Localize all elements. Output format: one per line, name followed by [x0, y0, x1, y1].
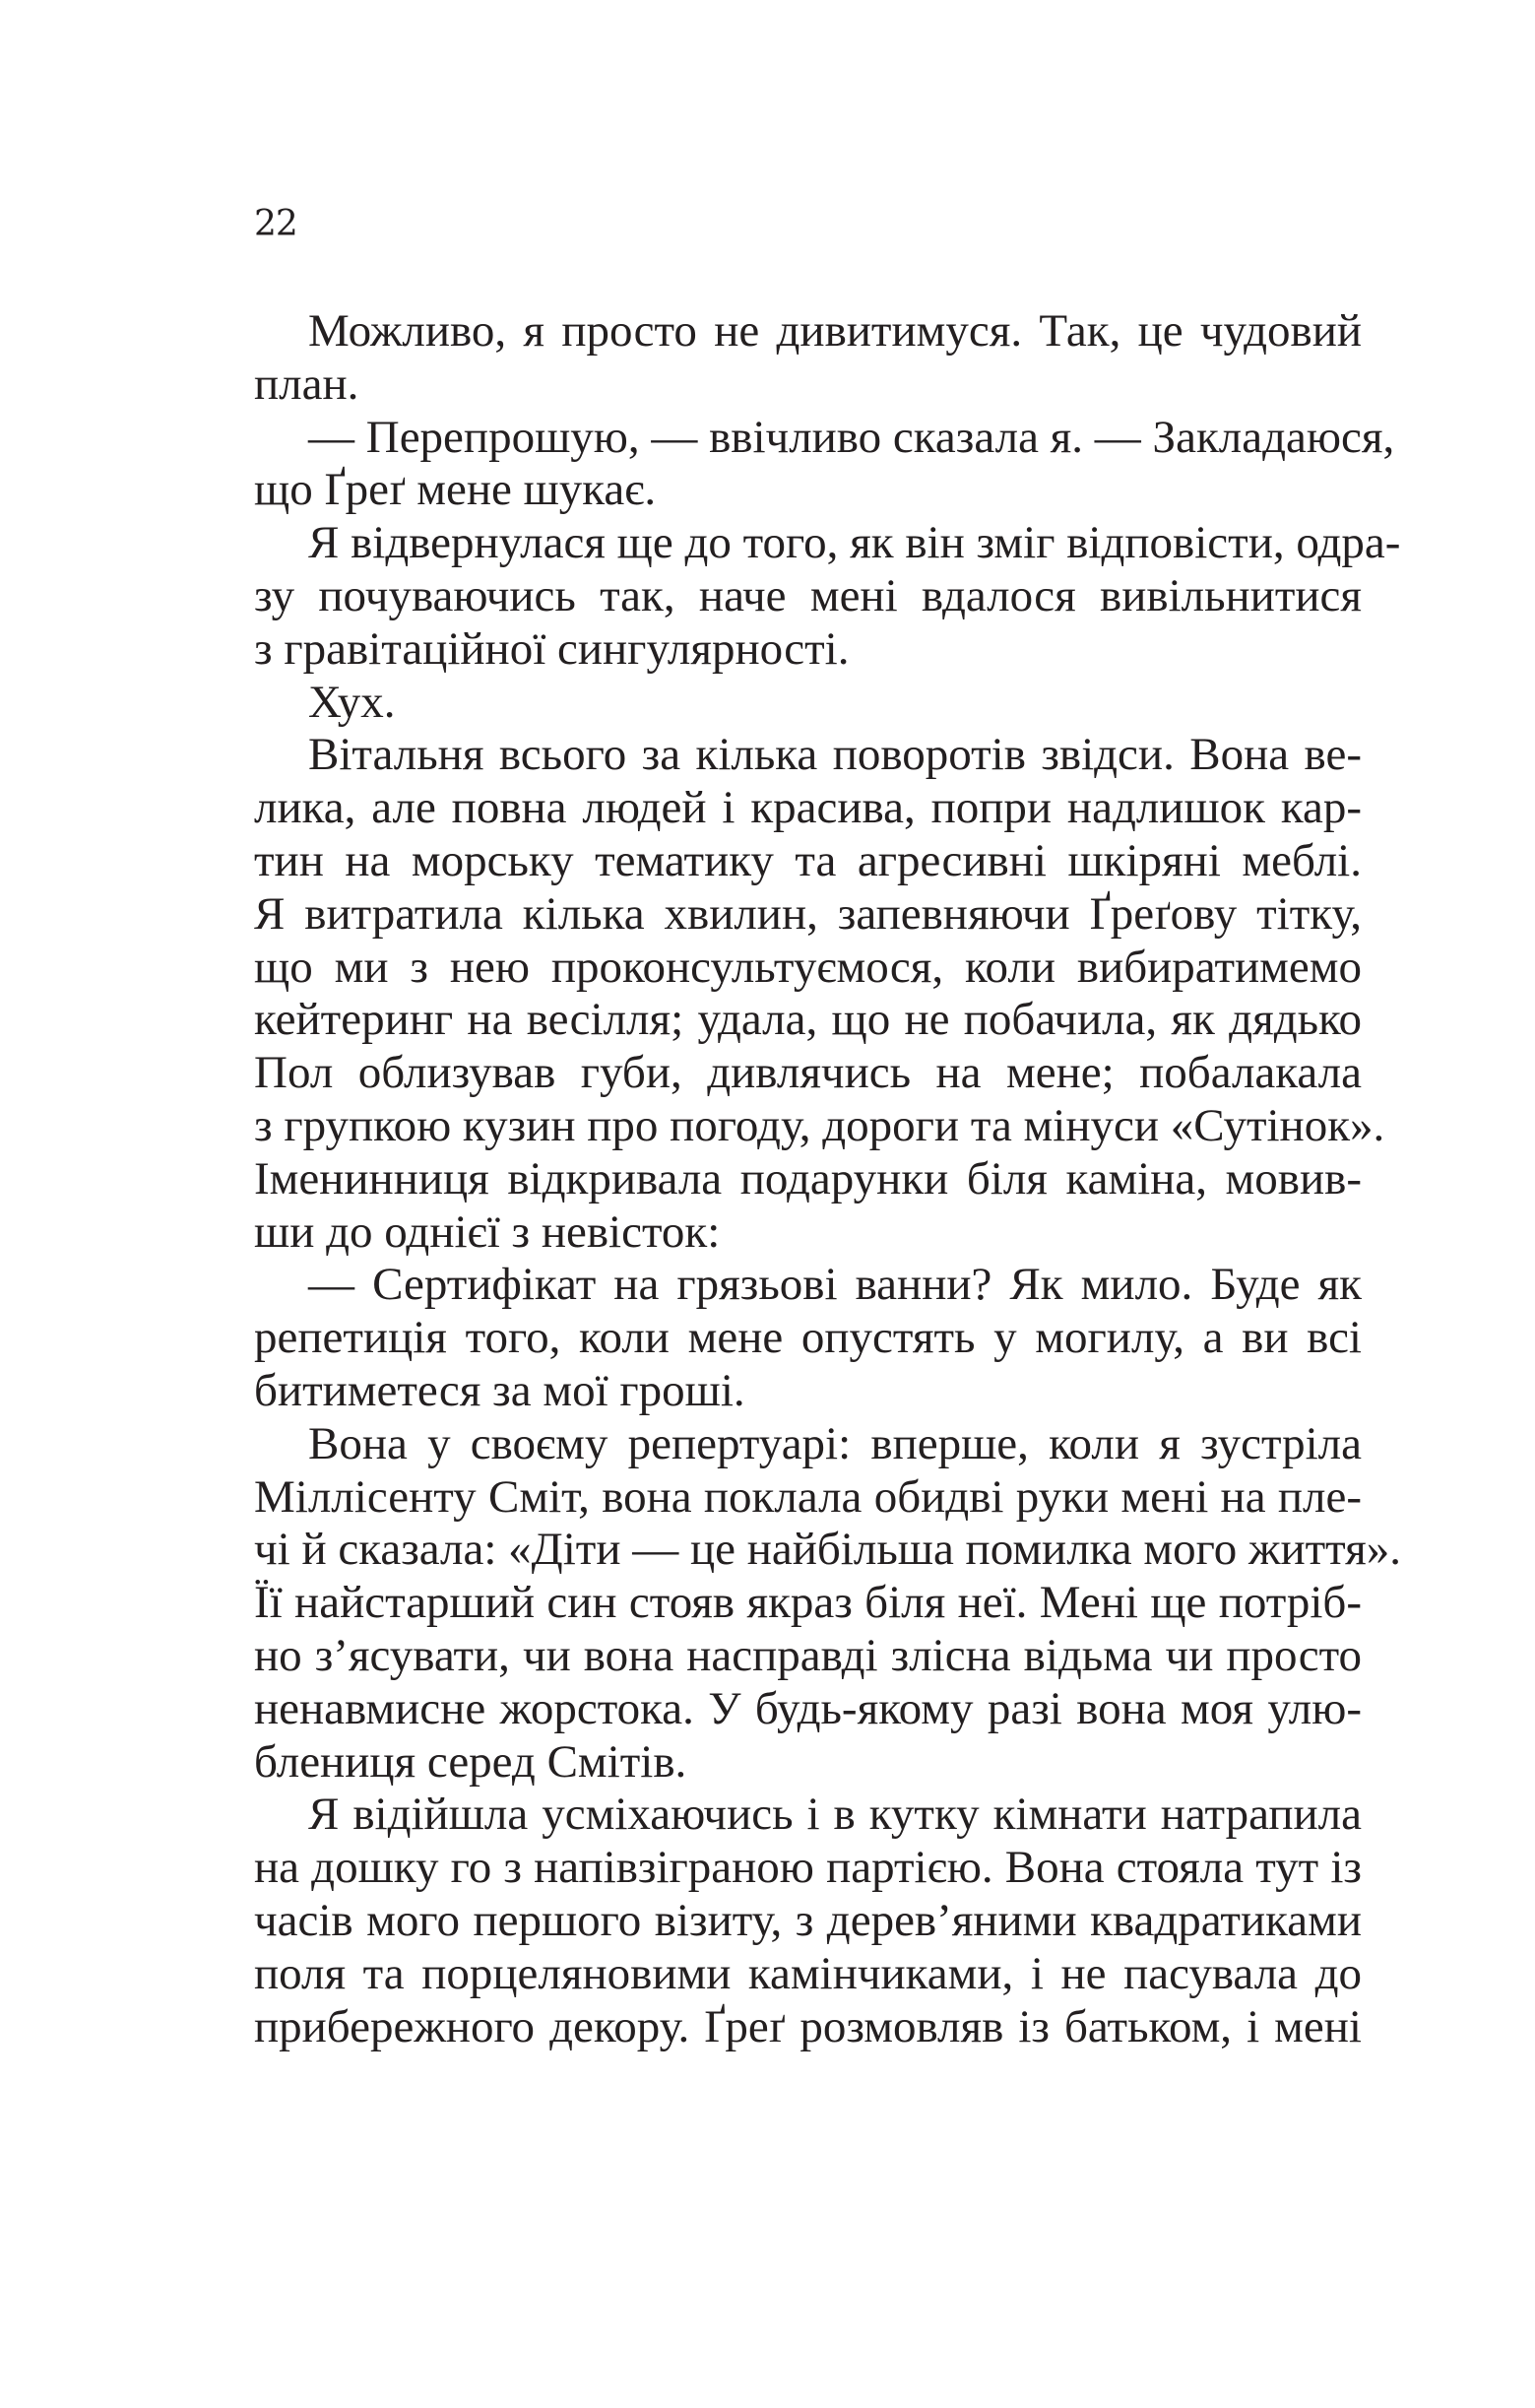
text-line: Вона у своєму репертуарі: вперше, коли я зустріла	[308, 1417, 1362, 1469]
text-line: кейтеринг на весілля; удала, що не побачила, як дядько	[254, 994, 1362, 1046]
text-line: з групкою кузин про погоду, дороги та мінуси «Сутінок».	[254, 1099, 1385, 1151]
text-line: лика, але повна людей і красива, попри надлишок кар-	[254, 782, 1362, 834]
text-line: з гравітаційної сингулярності.	[254, 622, 850, 675]
text-line: Я відвернулася ще до того, як він зміг відповісти, одра-	[308, 517, 1401, 569]
text-line: ненавмисне жорстока. У будь-якому разі вона моя улю-	[254, 1682, 1362, 1734]
text-line: Хух.	[308, 676, 396, 728]
text-line: зу почуваючись так, наче мені вдалося вивільнитися	[254, 569, 1362, 621]
text-line: Пол облизував губи, дивлячись на мене; побалакала	[254, 1047, 1362, 1099]
text-line: Можливо, я просто не дивитимуся. Так, це чудовий	[308, 305, 1362, 357]
text-line: на дошку го з напівзіграною партією. Вона стояла тут із	[254, 1842, 1362, 1894]
text-line: що Ґреґ мене шукає.	[254, 464, 657, 516]
text-line: прибережного декору. Ґреґ розмовляв із батьком, і мені	[254, 2000, 1362, 2052]
text-line: Я відійшла усміхаючись і в кутку кімнати натрапила	[308, 1789, 1362, 1841]
text-line: ши до однієї з невісток:	[254, 1205, 721, 1258]
body-text	[254, 305, 1401, 2053]
text-line: репетиція того, коли мене опустять у могилу, а ви всі	[254, 1312, 1362, 1364]
text-line: — Сертифікат на грязьові ванни? Як мило. Буде як	[308, 1259, 1362, 1311]
text-line: битиметеся за мої гроші.	[254, 1364, 745, 1416]
text-line: Я витратила кілька хвилин, запевняючи Ґреґову тітку,	[254, 887, 1362, 940]
text-line: блениця серед Смітів.	[254, 1735, 687, 1788]
text-line: Міллісенту Сміт, вона поклала обидві руки мені на пле-	[254, 1470, 1362, 1523]
text-line: чі й сказала: «Діти — це найбільша помилка мого життя».	[254, 1524, 1401, 1576]
text-line: но з’ясувати, чи вона насправді злісна відьма чи просто	[254, 1629, 1362, 1681]
text-line: тин на морську тематику та агресивні шкіряні меблі.	[254, 834, 1362, 886]
text-line: план.	[254, 358, 359, 410]
text-line: — Перепрошую, — ввічливо сказала я. — Закладаюся,	[308, 411, 1395, 463]
text-line: що ми з нею проконсультуємося, коли вибиратимемо	[254, 941, 1362, 993]
text-line: Іменинниця відкривала подарунки біля каміна, мовив-	[254, 1152, 1362, 1204]
text-line: Її найстарший син стояв якраз біля неї. Мені ще потріб-	[254, 1577, 1362, 1629]
text-line: поля та порцеляновими камінчиками, і не пасувала до	[254, 1947, 1362, 1999]
text-line: часів мого першого візиту, з дерев’яними квадратиками	[254, 1894, 1362, 1946]
text-line: Вітальня всього за кілька поворотів звідси. Вона ве-	[308, 729, 1362, 781]
page-number: 22	[254, 204, 297, 244]
